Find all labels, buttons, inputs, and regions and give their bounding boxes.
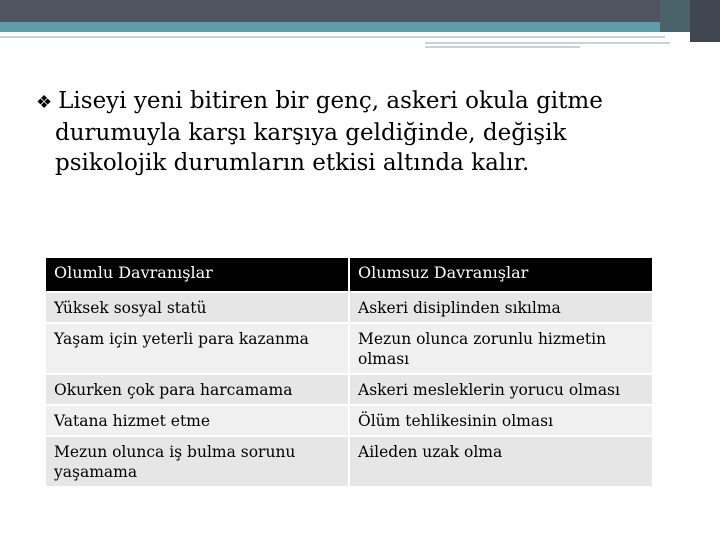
table-cell: Mezun olunca zorunlu hizmetin olması: [350, 324, 654, 375]
table-cell: Yaşam için yeterli para kazanma: [46, 324, 350, 375]
table-cell: Ölüm tehlikesinin olması: [350, 406, 654, 437]
bullet-line: psikolojik durumların etkisi altında kalır.: [55, 150, 530, 176]
table-cell: Yüksek sosyal statü: [46, 293, 350, 324]
bullet-line: durumuyla karşı karşıya geldiğinde, değişik: [55, 120, 567, 146]
table-cell: Mezun olunca iş bulma sorunu yaşamama: [46, 437, 350, 488]
table-row: [46, 437, 654, 488]
decor-line: [425, 46, 580, 48]
header-negative: Olumsuz Davranışlar: [350, 258, 654, 293]
bullet-line: [36, 86, 676, 118]
table-row: [46, 324, 654, 375]
table-cell: Aileden uzak olma: [350, 437, 654, 488]
header-positive: Olumlu Davranışlar: [46, 258, 350, 293]
table-row: [46, 375, 654, 406]
table-cell: Askeri mesleklerin yorucu olması: [350, 375, 654, 406]
table-row: [46, 406, 654, 437]
table-cell: Okurken çok para harcamama: [46, 375, 350, 406]
bullet-paragraph: [36, 86, 676, 178]
table-header-row: [46, 258, 654, 293]
decor-line: [425, 42, 670, 44]
comparison-table: [46, 258, 654, 488]
diamond-bullet-icon: ❖: [36, 92, 53, 113]
table-row: [46, 293, 654, 324]
decor-line: [0, 36, 665, 38]
table-cell: Vatana hizmet etme: [46, 406, 350, 437]
corner-decor-block: [660, 0, 690, 32]
corner-decor-block-dark: [690, 0, 720, 42]
bullet-text: Liseyi yeni bitiren bir genç, askeri okula gitme: [58, 88, 603, 114]
table-cell: Askeri disiplinden sıkılma: [350, 293, 654, 324]
top-decor-bar: [0, 0, 720, 22]
top-accent-bar: [0, 22, 720, 32]
